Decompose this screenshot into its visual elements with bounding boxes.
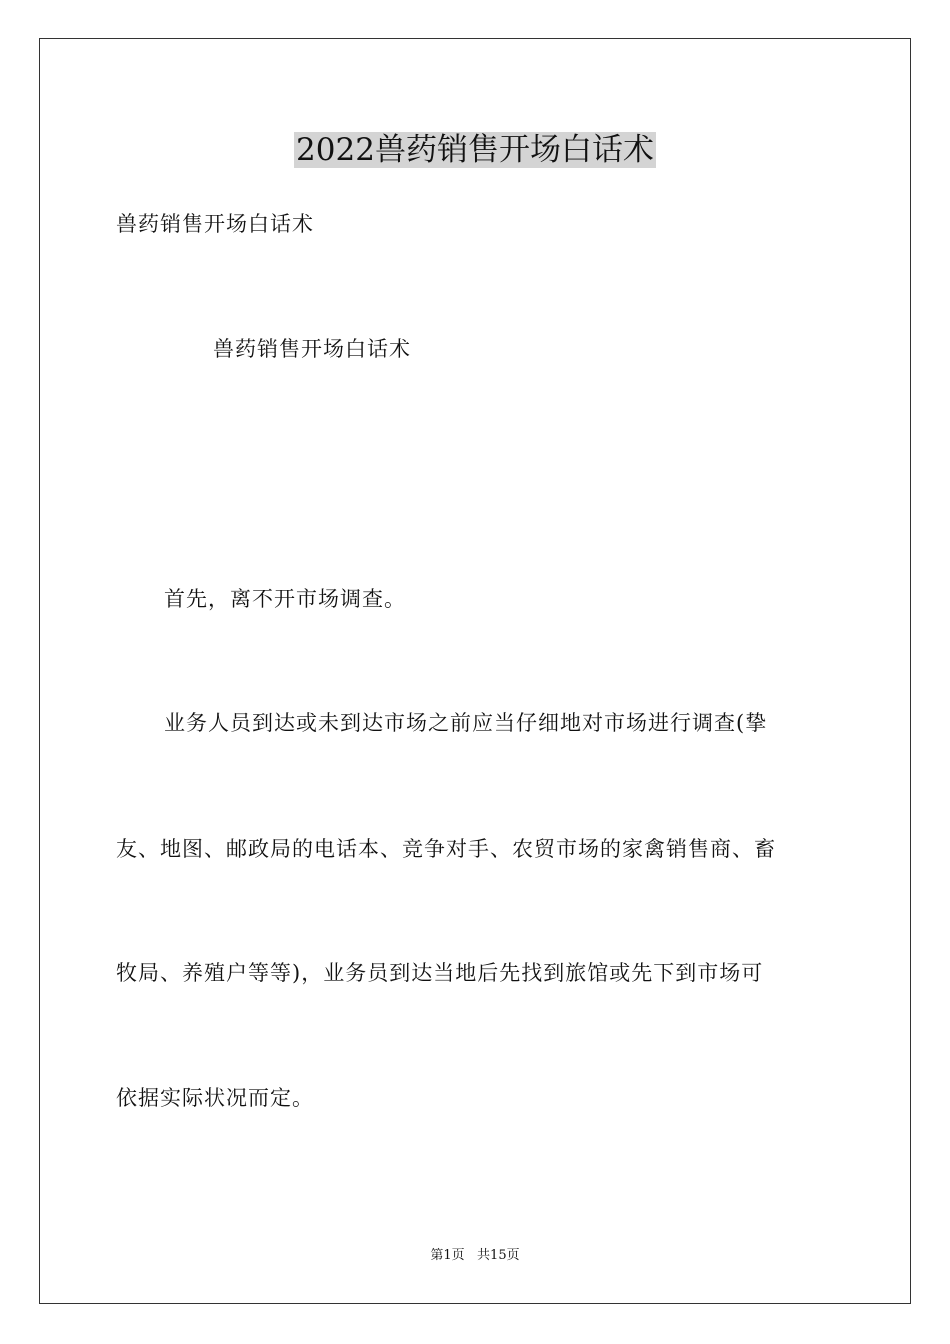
page-number-footer: 第1页 共15页 xyxy=(430,1248,520,1263)
paragraph-line: 友、地图、邮政局的电话本、竞争对手、农贸市场的家禽销售商、畜 xyxy=(116,837,776,861)
section-heading: 兽药销售开场白话术 xyxy=(213,337,411,361)
paragraph-line: 牧局、养殖户等等)，业务员到达当地后先找到旅馆或先下到市场可 xyxy=(116,961,764,985)
paragraph-intro: 首先，离不开市场调查。 xyxy=(164,587,406,611)
document-title xyxy=(0,128,950,172)
paragraph-line: 依据实际状况而定。 xyxy=(116,1086,314,1110)
document-subtitle: 兽药销售开场白话术 xyxy=(116,212,314,236)
document-title-text: 2022兽药销售开场白话术 xyxy=(296,132,654,168)
paragraph-line: 业务人员到达或未到达市场之前应当仔细地对市场进行调查(挚 xyxy=(164,711,768,735)
